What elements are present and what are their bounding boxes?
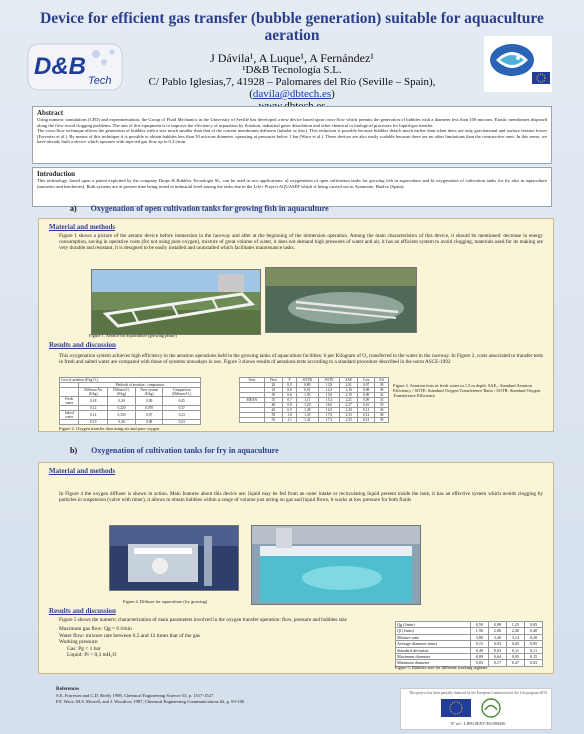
cell: Ql (l/min) — [396, 628, 471, 634]
cell: 1,41 — [296, 418, 318, 423]
cell: 0,80 — [296, 383, 318, 388]
cell — [60, 420, 79, 425]
cell: 0,11 — [358, 408, 375, 413]
logo-subtext: Tech — [88, 75, 112, 87]
cell: 1,20 — [296, 403, 318, 408]
figure-2-caption: Figure 2. Oxygen transfer data using air and pure oxygen — [59, 425, 201, 431]
authors-block — [120, 52, 464, 112]
cell: 13,8 — [318, 383, 340, 388]
section-a-rd-heading: Results and discussion — [49, 341, 116, 349]
cell: 0,03 — [470, 660, 488, 666]
cell: Salted water — [60, 411, 79, 420]
introduction-text: This technology, based upon a patent exploited by the company Drops & Bubbles Tecnología SL, can be used in two applications: a) oxygenation of open cultivation tanks for growing fish in aquaculture and b) oxygenation of cultivation tanks for fry also in aquaculture (nurseries and hatcheries). Both systems are at present time being tested at industrial level among the tasks due in the Life+ Project AQUASEF which is being carried out in Ayamonte, Huelva (Spain). — [37, 178, 547, 189]
figure-2-table-wrap — [59, 377, 201, 431]
figure-2-table — [59, 377, 201, 425]
abstract-p2: The cross-flow technique allows the generation of bubbles with a size much smaller than that of the current membranes diffusers (tubular or disc). This reduction is possible because bubbles detach much earlier than when there are only gravitational and surface tension forces (Forrester et al.). By means of this technique it is possible to obtain bubbles less than 50 microns diameter, operating at pressures below 1 bar (Wace et al.). These devices are also easily scalable because there are no other limitations than the constructive ones. In this sense, we have already built a device which operates with injected gas flow up to 0,3 l/min. — [37, 128, 547, 145]
figure-2-group: Methods of aeration / comparison — [79, 383, 201, 388]
cell: 30 — [264, 393, 283, 398]
affiliation: ¹D&B Tecnología S.L. — [242, 64, 342, 76]
aerator-photo-ground — [91, 269, 261, 335]
cell: 0,11 — [524, 647, 542, 653]
cell: 0,9 — [283, 408, 297, 413]
figure-2-col: New system (€/kg) — [135, 388, 162, 397]
cell: 1,35 — [296, 413, 318, 418]
section-a-mm-text: Figure 1 shows a picture of the aerator device before immersion in the raceway and after at the beginning of the immersion operation. Among the main characteristics of this device, it should be mentioned: decrease in energy consumption, saving in operative costs (for not using pure oxygen), mixture of great volume of water, it does not demand high pressures of water and air, it has an efficient system to avoid clogging, materials used for its making are very durable and resistant, it is designed to be easily installed and uninstalled which facilitates maintenance tasks. — [59, 233, 543, 252]
cell: Average diameter (mm) — [396, 641, 471, 647]
cell: 0,10 — [358, 403, 375, 408]
cell: 3,14 — [506, 634, 524, 640]
cell: 0,6 — [283, 388, 297, 393]
cell: 0,7 — [283, 398, 297, 403]
figure-2-col: Diffuser/Air (€/kg) — [79, 388, 108, 397]
cell: 1,11 — [296, 398, 318, 403]
cell: 0,07 — [135, 411, 162, 420]
section-a-title — [70, 204, 329, 216]
figure-5-caption: Figure 5. Bubbles size for different working regimes — [395, 665, 488, 670]
cell: Fresh water — [60, 397, 79, 406]
section-b-letter: b) — [70, 446, 78, 455]
reference-2: P.F. Wace, M.S. Morrell, and J. Woodrow 1987, Chemical Engineering Communications 62, p. 93-106 — [56, 698, 245, 704]
figure-3-table — [239, 377, 389, 423]
cell: 0,07 — [358, 383, 375, 388]
cell: 0,89 — [470, 654, 488, 660]
figure-3-col: P — [283, 378, 297, 383]
cell: 2,10 — [340, 388, 358, 393]
references — [56, 686, 244, 704]
cell: 0,15 — [524, 654, 542, 660]
cell: Qg (l/min) — [396, 622, 471, 628]
cell: 2,35 — [340, 418, 358, 423]
section-a-mm-heading: Material and methods — [49, 223, 116, 231]
section-a-rd-text: This oxygenation system achieves high efficiency in the aeration operations held in the growing tanks of aquaculture facilities: 6 per Kilogram of O₂ transferred to the water in the raceway. In Figure 2, costs associated to transfer tests in fresh and salted water are compared with those of systems nowadays in use. Figure 3 shows results of aerations tests according to a standard procedure described in the norm ASCE-1992 — [59, 353, 543, 366]
figure-3-col: Flow — [264, 378, 283, 383]
figure-3-body — [240, 383, 389, 423]
param-water-flow: Water flow: mixture rate between 0,5 and 12 times that of the gas — [59, 632, 201, 639]
fish-project-logo — [484, 36, 552, 92]
cell: 2,30 — [340, 408, 358, 413]
introduction-heading: Introduction — [37, 170, 75, 178]
section-b-title — [70, 446, 279, 458]
cell: 33 — [375, 398, 389, 403]
cell: 0,91 — [296, 388, 318, 393]
cell: 0,05 — [506, 641, 524, 647]
figure-5-table — [395, 621, 543, 667]
db-tech-logo — [26, 40, 124, 94]
cell: 2,33 — [340, 413, 358, 418]
section-b-rd-heading: Results and discussion — [49, 607, 116, 615]
cell: 0,11 — [506, 647, 524, 653]
cell: 17,0 — [318, 413, 340, 418]
cell: Mixture ratio — [396, 634, 471, 640]
figure-1-caption: Figure 1. Aerator for aquaculture (growing phase) — [89, 333, 177, 338]
cell: 0,17 — [488, 660, 506, 666]
cell: 0,6 — [283, 393, 297, 398]
section-a-heading: Oxygenation of open cultivation tanks for growing fish in aquaculture — [90, 204, 329, 213]
cell: 25 — [264, 388, 283, 393]
reference-1: S.E. Forrester and C.D. Rielly 1998, Chemical Engineering Science 53, p. 1517-1527. — [56, 692, 215, 698]
cell: 0,64 — [488, 654, 506, 660]
figure-4-caption: Figure 4. Diffuser for aquaculture (fry growing) — [123, 599, 208, 604]
cell: 45 — [264, 408, 283, 413]
cell: 0,18 — [79, 397, 108, 406]
cell: Maximum diameter — [396, 654, 471, 660]
address — [120, 76, 464, 100]
cell: 0,95 — [524, 641, 542, 647]
cell: 16,0 — [318, 403, 340, 408]
cell: 39 — [375, 418, 389, 423]
cell: 0,05 — [524, 622, 542, 628]
cell: 0,50 — [470, 622, 488, 628]
cell: 14,3 — [318, 388, 340, 393]
cell: 0,45 — [163, 397, 201, 406]
cell: 0,23 — [163, 420, 201, 425]
cell — [240, 418, 265, 423]
cell: 0,5 — [283, 383, 297, 388]
cell: 17,3 — [318, 418, 340, 423]
cell: 0,98 — [488, 622, 506, 628]
cell: 2,01 — [340, 383, 358, 388]
section-b-heading: Oxygenation of cultivation tanks for fry in aquaculture — [91, 446, 279, 455]
cell: 0,350 — [108, 411, 136, 420]
introduction-box — [32, 167, 552, 207]
cell: 36 — [375, 408, 389, 413]
section-b-mm-heading: Material and methods — [49, 467, 116, 475]
abstract-box — [32, 106, 552, 164]
section-b-mm-text: In Figure 4 the oxygen diffuser is shown in action. Main features about this device are: liquid may be fed from an outer intake or recirculating liquid present inside the tank, it has an effective system which avoids clogging by particles in suspension (valve with timer), it allows to obtain bubbles within a range of volume just acting on gas and liquid flows, it works at low pressure for both fluids — [59, 491, 543, 504]
cell: 16,5 — [318, 408, 340, 413]
eu-note: This project has been partially financed by the European Commission of the Life program 2010 — [409, 691, 547, 695]
cell: 0,40 — [524, 628, 542, 634]
cell: 0,09 — [135, 397, 162, 406]
param-pressure: Working pressure: — [59, 639, 99, 646]
figure-2-col: Comparison (Diffuser/O₂) — [163, 388, 201, 397]
section-a-letter: a) — [70, 204, 77, 213]
table-row — [60, 411, 201, 420]
cell: 0,15 — [470, 641, 488, 647]
cell: Minimum diameter — [396, 660, 471, 666]
param-liquid-pressure: Liquid: Pl < 0,3 mH₂O — [67, 652, 117, 659]
abstract-heading: Abstract — [37, 109, 64, 117]
figure-5-body — [396, 622, 543, 667]
section-b-rd-intro: Figure 5 shows the numeric characterization of main parameters involved in the oxygen transfer operation: flow, pressure and bubbles size — [59, 617, 347, 623]
cell: 0,23 — [163, 411, 201, 420]
cell: 0,95 — [506, 654, 524, 660]
figure-3-caption: Figure 3. Aeration tests in fresh water in 1.5 m depth. SAE₂: Standard Aeration Efficiency / SOTE: Standard Oxygen Transference Ratio / SOTR: Standard Oxygen Transference Efficiency — [393, 383, 541, 398]
cell: 20 — [264, 383, 283, 388]
cell: 0,37 — [163, 406, 201, 411]
cell: 0,220 — [108, 406, 136, 411]
cell: 38 — [375, 413, 389, 418]
diffuser-photo-tank — [251, 525, 421, 605]
cell: 1,28 — [296, 408, 318, 413]
cell: 0,93 — [488, 641, 506, 647]
cell: 1,25 — [506, 622, 524, 628]
cell: 0,20 — [524, 634, 542, 640]
cell: 32 — [375, 393, 389, 398]
cell: 35 — [264, 398, 283, 403]
section-a-panel — [38, 218, 554, 432]
section-b-parameters — [59, 626, 319, 659]
cell: 40 — [264, 403, 283, 408]
figure-2-header: Cost of aeration (€/kg O₂) — [60, 378, 201, 383]
cell: 0,19 — [79, 420, 108, 425]
cell: 3,80 — [470, 634, 488, 640]
figure-3-col: Eff — [375, 378, 389, 383]
figure-5-table-wrap — [395, 621, 543, 667]
cell: 2,06 — [488, 628, 506, 634]
figure-3-col: SAE — [340, 378, 358, 383]
cell: 0,20 — [108, 397, 136, 406]
cell: 35 — [375, 403, 389, 408]
cell: 0,08 — [358, 388, 375, 393]
cell: MEAN — [240, 398, 265, 403]
address-text: C/ Pablo Iglesias,7, 41928 – Palomares del Río (Seville – Spain), ( — [148, 76, 436, 100]
cell: 2,40 — [506, 628, 524, 634]
cell: 0,8 — [283, 403, 297, 408]
figure-2-col — [60, 388, 79, 397]
eu-life-box — [400, 688, 552, 730]
figure-3-col: SOTE — [318, 378, 340, 383]
figure-3-table-wrap — [239, 377, 389, 423]
authors: J Dávila¹, A Luque¹, A Fernández¹ — [210, 51, 374, 65]
eu-flag-icon — [441, 697, 511, 719]
poster-title: Device for efficient gas transfer (bubble generation) suitable for aquaculture aeration — [40, 10, 544, 44]
cell: 15,0 — [318, 393, 340, 398]
abstract-p1: Using numeric simulations (CFD) and experimentation, the Group of Fluid Mechanics in the University of Seville has developed a new device based upon cross-flow which permits the generation of bubbles with a diameter less than 100 microns. Elastic membranes disposed along the flow avoid clogging problems. The aim of this equipment is to improve the efficiency of separation by flotation, industrial gases dissolution and other chemical or biological processes for liquid-gas transfer. — [37, 117, 547, 128]
cell: 28 — [375, 383, 389, 388]
cell: 0,070 — [135, 406, 162, 411]
cell: 50 — [264, 413, 283, 418]
cell: 55 — [264, 418, 283, 423]
logo-text: D&B — [34, 53, 86, 80]
address-suffix: ) — [331, 88, 335, 100]
cell: 0,08 — [135, 420, 162, 425]
cell: 0,40 — [108, 420, 136, 425]
cell: 0,09 — [358, 393, 375, 398]
param-gas-pressure: Gas: Pg < 1 bar — [67, 645, 101, 652]
section-b-panel — [38, 462, 554, 674]
cell: 30 — [375, 388, 389, 393]
cell: 0,13 — [358, 418, 375, 423]
cell: 15,4 — [318, 398, 340, 403]
cell: 1,05 — [296, 393, 318, 398]
cell: 2,27 — [340, 403, 358, 408]
cell: 0,09 — [358, 398, 375, 403]
cell: 0,49 — [470, 647, 488, 653]
cell: 0,47 — [506, 660, 524, 666]
cell: 0,12 — [358, 413, 375, 418]
cell: 1,0 — [283, 413, 297, 418]
cell: 1,1 — [283, 418, 297, 423]
cell: 0,12 — [79, 406, 108, 411]
cell: Standard deviation — [396, 647, 471, 653]
figure-3-col: Cost — [358, 378, 375, 383]
figure-3-col: Tests — [240, 378, 265, 383]
cell: 0,02 — [488, 647, 506, 653]
diffuser-photo-tube — [109, 525, 239, 591]
figure-3-col: SOTR — [296, 378, 318, 383]
cell: 2,19 — [340, 393, 358, 398]
cell: 1,90 — [470, 628, 488, 634]
table-row — [60, 397, 201, 406]
table-row — [60, 420, 201, 425]
references-heading: References — [56, 687, 80, 692]
eu-ref-number: Nº ref.: LIFE10ENV/ES/000456 — [450, 721, 506, 726]
cell: 2,21 — [340, 398, 358, 403]
param-gas-flow: Maximum gas flow: Qg = 6 l/min — [59, 626, 132, 632]
email-link[interactable]: davila@dbtech.es — [252, 88, 332, 100]
aerator-photo-water — [265, 267, 417, 333]
cell: 0,14 — [79, 411, 108, 420]
cell: 3,40 — [488, 634, 506, 640]
figure-2-col: Diffuser/O₂ (€/kg) — [108, 388, 136, 397]
cell: 0,03 — [524, 660, 542, 666]
table-row — [240, 418, 389, 423]
